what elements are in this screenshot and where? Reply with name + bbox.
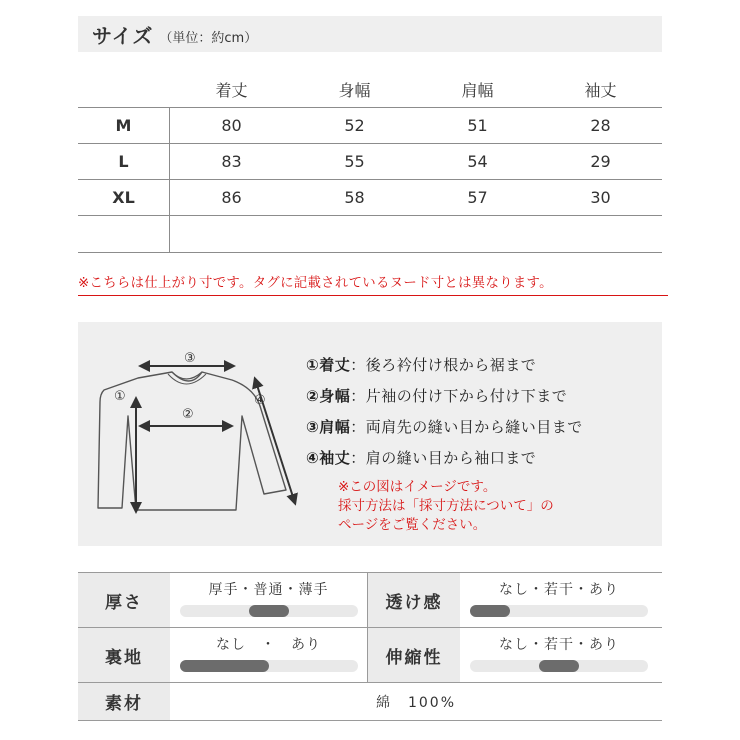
legend-desc: ：両肩先の縫い目から縫い目まで	[350, 418, 583, 436]
lining-label: 裏地	[78, 628, 170, 682]
table-cell: 51	[467, 116, 488, 135]
lining-track	[180, 660, 358, 672]
stretch-indicator	[539, 660, 579, 672]
sheerness-track	[470, 605, 648, 617]
column-header: 袖丈	[584, 81, 617, 100]
table-row-empty	[78, 216, 662, 253]
size-table	[78, 72, 662, 253]
sheerness-label: 透け感	[368, 573, 460, 627]
table-cell: 55	[344, 152, 365, 171]
lining-indicator	[180, 660, 269, 672]
table-cell: 54	[467, 152, 488, 171]
legend-desc: ：片袖の付け下から付け下まで	[350, 387, 568, 405]
material-label: 素材	[78, 683, 170, 720]
stretch-label: 伸縮性	[368, 628, 460, 682]
finished-size-note: ※こちらは仕上がり寸です。タグに記載されているヌード寸とは異なります。	[78, 272, 668, 296]
column-header: 身幅	[338, 81, 371, 100]
table-cell: 57	[467, 188, 488, 207]
sheerness-indicator	[470, 605, 510, 617]
legend-item	[306, 443, 583, 474]
marker-1: ①	[114, 389, 126, 404]
table-cell: 29	[590, 152, 611, 171]
size-label: M	[78, 108, 170, 143]
thickness-label: 厚さ	[78, 573, 170, 627]
property-row	[78, 628, 662, 683]
table-row	[78, 180, 662, 216]
legend-term: ③肩幅	[306, 418, 351, 436]
disclaimer-line: ページをご覧ください。	[338, 517, 487, 533]
disclaimer-line: 採寸方法は「採寸方法について」の	[338, 498, 554, 514]
thickness-track	[180, 605, 358, 617]
size-label: XL	[78, 180, 170, 215]
unit-label: （単位：約cm）	[159, 30, 258, 46]
table-cell: 52	[344, 116, 365, 135]
size-header	[78, 16, 662, 52]
disclaimer-line: ※この図はイメージです。	[338, 479, 497, 495]
size-table-header	[78, 72, 662, 108]
column-header: 着丈	[215, 81, 248, 100]
table-cell: 28	[590, 116, 611, 135]
corner-cell	[78, 72, 170, 107]
property-row	[78, 683, 662, 721]
table-cell: 86	[221, 188, 242, 207]
properties-table	[78, 572, 662, 721]
measurement-legend	[306, 350, 583, 474]
measurement-diagram	[78, 322, 662, 546]
legend-desc: ：肩の縫い目から袖口まで	[350, 449, 537, 467]
material-value: 綿 100%	[375, 694, 457, 711]
thickness-scale	[170, 573, 368, 627]
column-header: 肩幅	[461, 81, 494, 100]
table-row	[78, 144, 662, 180]
table-row	[78, 108, 662, 144]
legend-term: ①着丈	[306, 356, 351, 374]
sheerness-scale	[460, 573, 658, 627]
legend-term: ④袖丈	[306, 449, 351, 467]
table-cell: 30	[590, 188, 611, 207]
image-disclaimer	[338, 478, 554, 535]
legend-item	[306, 412, 583, 443]
size-label-empty	[78, 216, 170, 252]
sheerness-options: なし・若干・あり	[499, 582, 619, 598]
table-cell: 83	[221, 152, 242, 171]
lining-scale	[170, 628, 368, 682]
stretch-track	[470, 660, 648, 672]
thickness-indicator	[249, 605, 289, 617]
marker-4: ④	[254, 393, 266, 408]
marker-3: ③	[184, 351, 196, 366]
legend-item	[306, 381, 583, 412]
table-cell: 58	[344, 188, 365, 207]
legend-desc: ：後ろ衿付け根から裾まで	[350, 356, 537, 374]
size-title: サイズ	[92, 23, 154, 48]
stretch-scale	[460, 628, 658, 682]
legend-term: ②身幅	[306, 387, 351, 405]
table-cell: 80	[221, 116, 242, 135]
property-row	[78, 573, 662, 628]
legend-item	[306, 350, 583, 381]
marker-2: ②	[182, 407, 194, 422]
size-label: L	[78, 144, 170, 179]
stretch-options: なし・若干・あり	[499, 637, 619, 653]
lining-options: なし ・ あり	[216, 637, 321, 653]
thickness-options: 厚手・普通・薄手	[208, 582, 329, 598]
